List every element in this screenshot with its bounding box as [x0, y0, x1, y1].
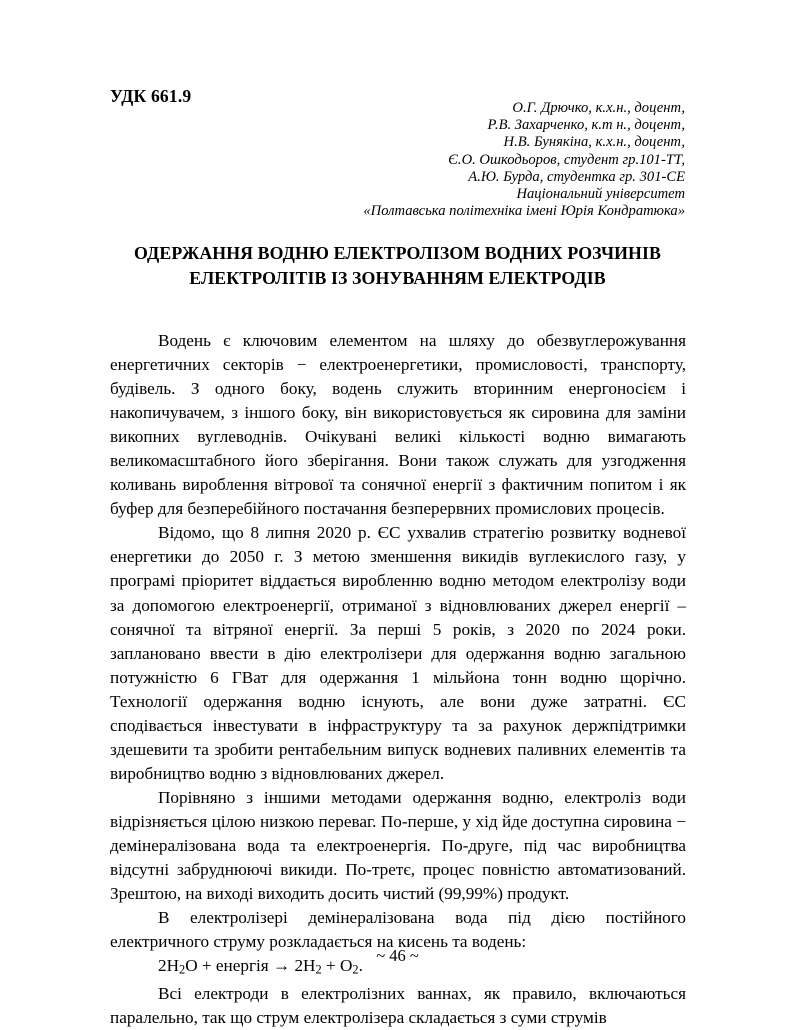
udk-code: УДК 661.9: [110, 86, 192, 106]
paragraph: В електролізері демінералізована вода під дією постійного електричного струму розкладається на кисень та водень:: [110, 908, 686, 952]
affiliation-line-1: Національний університет: [516, 186, 685, 203]
page-number: ~ 46 ~: [376, 946, 419, 965]
paragraph: Порівняно з іншими методами одержання водню, електроліз води відрізняється цілою низкою переваг. По-перше, у хід йде доступна сировина − демінералізована вода та електроенергія. По-друге, під час виробництва відсутні забруднюючі викиди. По-третє, процес повністю автоматизований. Зрештою, на виході виходить досить чистий (99,99%) продукт.: [110, 787, 686, 904]
page-title: ОДЕРЖАННЯ ВОДНЮ ЕЛЕКТРОЛІЗОМ ВОДНИХ РОЗЧИНІВ ЕЛЕКТРОЛІТІВ ІЗ ЗОНУВАННЯМ ЕЛЕКТРОДІВ: [134, 243, 661, 288]
affiliation-line-2: «Полтавська політехніка імені Юрія Кондратюка»: [363, 203, 685, 220]
formula-sub-1: 2: [179, 962, 186, 977]
author-line-1: О.Г. Дрючко, к.х.н., доцент,: [512, 100, 685, 116]
formula-sub-3: 2: [352, 962, 359, 977]
paragraph: Всі електроди в електролізних ваннах, як правило, включаються паралельно, так що струм електролізера складається з суми струмів: [110, 983, 686, 1028]
formula-pre: 2H: [158, 956, 180, 976]
formula-post: .: [358, 956, 363, 976]
formula-mid-2: + O: [321, 956, 353, 976]
author-line-5: А.Ю. Бурда, студентка гр. 301-СЕ: [468, 168, 685, 185]
author-line-4: Є.О. Ошкодьоров, студент гр.101-ТТ,: [448, 151, 685, 168]
author-line-2: Р.В. Захарченко, к.т н., доцент,: [487, 117, 685, 134]
paragraph: Відомо, що 8 липня 2020 р. ЄС ухвалив стратегію розвитку водневої енергетики до 2050 г. З метою зменшення викидів вуглекислого газу, у програмі пріоритет віддається виробленню водню методом електролізу води за допомогою електроенергії, отриманої з відновлюваних джерел енергії – сонячної та вітряної енергії. За перші 5 років, з 2020 по 2024 роки. заплановано ввести в дію електролізери для одержання водню загальною потужністю 6 ГВат для одержання 1 мільйона тонн водню щорічно. Технології одержання водню існують, але вони дуже затратні. ЄС сподівається інвестувати в інфраструктуру та за рахунок держпідтримки здешевити та зробити рентабельним випуск водневих паливних елементів та виробництво водню з відновлюваних джерел.: [110, 523, 686, 783]
formula-sub-2: 2: [315, 962, 322, 977]
author-block: [110, 100, 685, 220]
paragraph: Водень є ключовим елементом на шляху до обезвуглерожування енергетичних секторів − електроенергетики, промисловості, транспорту, будівель. З одного боку, водень служить вторинним енергоносієм і накопичувачем, з іншого боку, він використовується як сировина для заміни викопних вуглеводнів. Очікувані великі кількості водню вимагають великомасштабного його зберігання. Вони також служать для узгодження коливань вироблення вітрової та сонячної енергії з фактичним попитом і як буфер для безперебійного постачання безперервних промислових процесів.: [110, 331, 686, 519]
formula-mid: O + енергія → 2H: [185, 956, 316, 976]
author-line-3: Н.В. Бунякіна, к.х.н., доцент,: [503, 134, 685, 151]
article-body: [110, 329, 686, 1030]
